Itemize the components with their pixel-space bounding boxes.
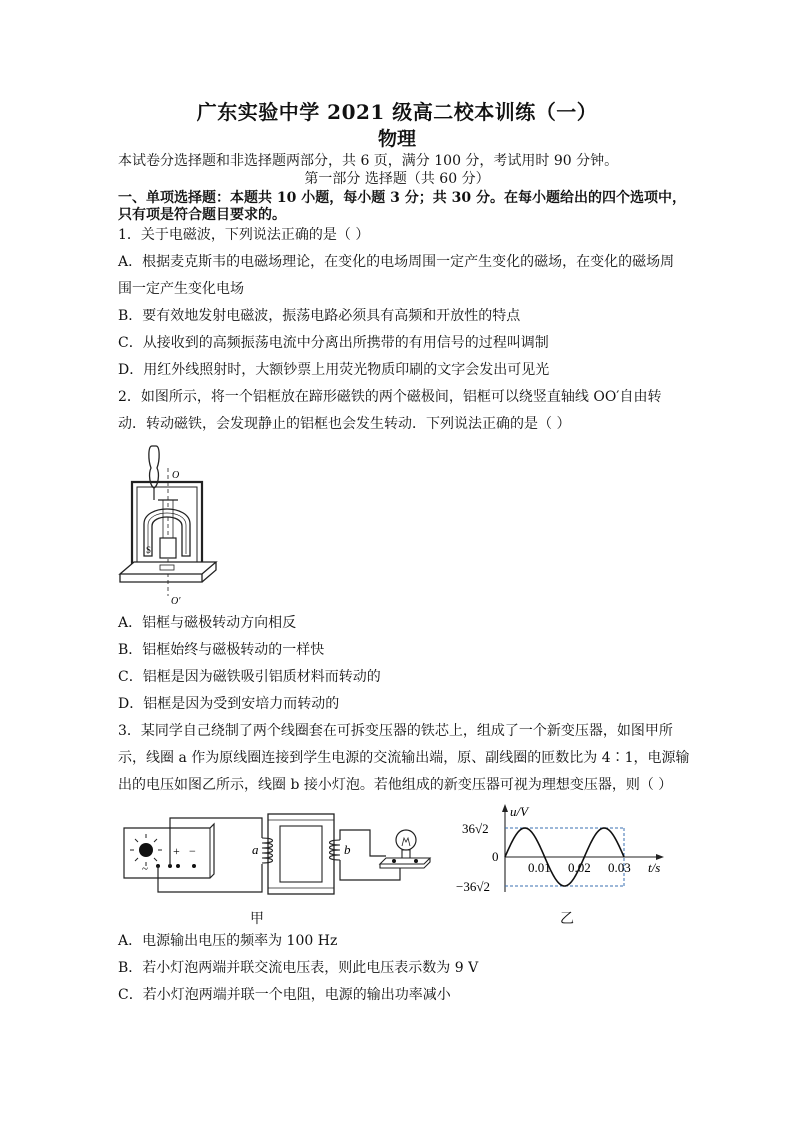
axis-o-bottom: O′ [171,596,181,607]
x-tick-0-01: 0.01 [528,860,551,875]
q3-stem-line1: 3．某同学自己绕制了两个线圈套在可拆变压器的铁芯上，组成了一个新变压器，如图甲所 [118,723,673,739]
figure-jia-text: 甲 [250,911,264,927]
page-title: 广东实验中学 2021 级高二校本训练（一） [196,100,598,124]
q3-voltage-chart [448,800,678,900]
ac-label: ~ [142,863,148,875]
axis-o-top: O [172,470,180,481]
y-tick-positive: 36√2 [462,821,489,836]
exam-intro: 本试卷分选择题和非选择题两部分，共 6 页，满分 100 分，考试用时 90 分钟。 [118,153,619,169]
y-tick-negative: −36√2 [456,879,490,894]
q3-stem-line2: 示，线圈 a 作为原线圈连接到学生电源的交流输出端，原、副线圈的匝数比为 4∶1，电源输 [118,750,690,766]
q1-option-a-line2: 围一定产生变化电场 [118,281,244,297]
plus-label: + [173,844,180,858]
coil-b-label: b [344,842,351,857]
x-axis-label: t/s [648,860,661,875]
q2-stem-line1: 2．如图所示，将一个铝框放在蹄形磁铁的两个磁极间，铝框可以绕竖直轴线 OO′自由转 [118,389,662,405]
minus-label: − [189,844,196,858]
y-tick-zero: 0 [492,849,499,864]
power-indicator [139,843,153,857]
q1-option-a-line1: A．根据麦克斯韦的电磁场理论，在变化的电场周围一定产生变化的磁场，在变化的磁场周 [118,254,675,270]
pole-s-label: S [146,545,152,555]
coil-a-label: a [252,842,259,857]
x-tick-0-02: 0.02 [568,860,591,875]
q2-figure-magnet-frame [118,438,218,608]
q1-option-c: C．从接收到的高频振荡电流中分离出所携带的有用信号的过程叫调制 [118,335,549,351]
y-axis-label: u/V [510,804,529,819]
x-tick-0-03: 0.03 [608,860,631,875]
q3-figure-circuit [118,808,438,918]
q2-option-d: D．铝框是因为受到安培力而转动的 [118,696,340,712]
q3-option-a: A．电源输出电压的频率为 100 Hz [118,933,338,949]
q2-option-c: C．铝框是因为磁铁吸引铝质材料而转动的 [118,669,381,685]
q2-option-b: B．铝框始终与磁极转动的一样快 [118,642,325,658]
q1-option-d: D．用红外线照射时，大额钞票上用荧光物质印刷的文字会发出可见光 [118,362,550,378]
aluminum-frame [160,538,176,558]
section-heading-line2: 只有项是符合题目要求的。 [118,207,286,223]
section-heading-line1: 一、单项选择题：本题共 10 小题，每小题 3 分；共 30 分。在每小题给出的四个选项中， [118,190,686,206]
lamp-base [380,858,430,864]
q1-option-b: B．要有效地发射电磁波，振荡电路必须具有高频和开放性的特点 [118,308,521,324]
subject-title: 物理 [377,128,416,150]
part-heading: 第一部分 选择题（共 60 分） [304,171,490,187]
q3-option-c: C．若小灯泡两端并联一个电阻，电源的输出功率减小 [118,987,451,1003]
figure-jia-label [250,908,264,928]
base-board [120,562,216,574]
power-supply [124,824,214,878]
lamp-bulb [396,830,416,850]
q3-option-b: B．若小灯泡两端并联交流电压表，则此电压表示数为 9 V [118,960,479,976]
q2-option-a: A．铝框与磁极转动方向相反 [118,615,297,631]
q1-stem: 1．关于电磁波，下列说法正确的是（ ） [118,227,370,243]
q3-stem-line3: 出的电压如图乙所示，线圈 b 接小灯泡。若他组成的新变压器可视为理想变压器，则（ ） [118,777,673,793]
q2-stem-line2: 动．转动磁铁，会发现静止的铝框也会发生转动．下列说法正确的是（ ） [118,416,571,432]
figure-yi-label: 乙 [560,911,574,927]
